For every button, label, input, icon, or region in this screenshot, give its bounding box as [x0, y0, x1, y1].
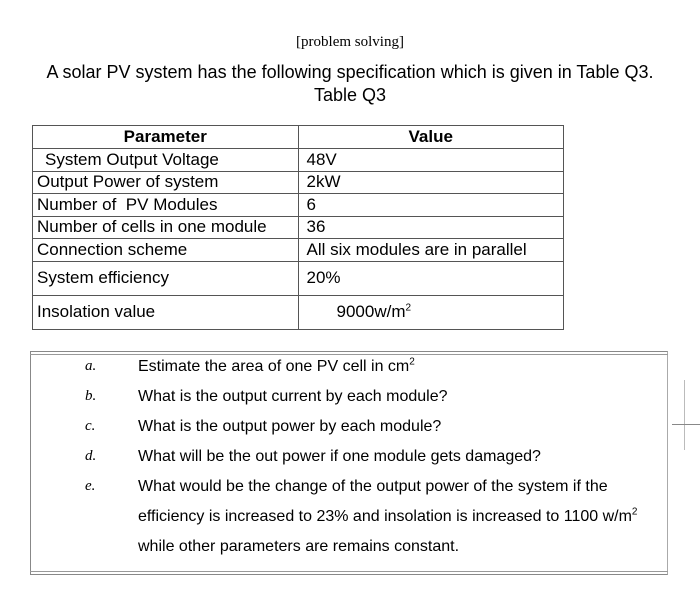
question-label: c.: [85, 418, 96, 434]
question-label: d.: [85, 448, 97, 464]
page-edge-tick: [672, 424, 700, 425]
table-header-row: [33, 126, 564, 149]
question-label: b.: [85, 388, 97, 404]
param-cell: Insolation value: [33, 295, 299, 329]
question-text: What will be the out power if one module gets damaged?: [138, 448, 541, 465]
table-row: [33, 216, 564, 239]
insolation-value: 9000w/m: [336, 302, 406, 321]
value-cell: [298, 295, 564, 329]
page-edge-line: [684, 380, 685, 450]
spec-table: [32, 125, 564, 330]
question-text: What is the output current by each module?: [138, 388, 448, 405]
header-value: Value: [298, 126, 564, 149]
table-row: [33, 149, 564, 172]
value-cell: 2kW: [298, 171, 564, 194]
table-row: [33, 171, 564, 194]
value-cell: 20%: [298, 261, 564, 295]
header-parameter: Parameter: [33, 126, 299, 149]
param-cell: Connection scheme: [33, 239, 299, 262]
param-cell: System efficiency: [33, 261, 299, 295]
value-cell: 48V: [298, 149, 564, 172]
question-text: Estimate the area of one PV cell in $cm^2$: [138, 356, 415, 375]
param-cell: Output Power of system: [33, 171, 299, 194]
value-cell: All six modules are in parallel: [298, 239, 564, 262]
param-cell: Number of PV Modules: [33, 194, 299, 217]
value-cell: 6: [298, 194, 564, 217]
param-cell: Number of cells in one module: [33, 216, 299, 239]
table-caption: Table Q3: [313, 85, 387, 105]
table-row: [33, 295, 564, 329]
question-text: What is the output power by each module?: [138, 418, 442, 435]
table-row: [33, 194, 564, 217]
param-cell: System Output Voltage: [33, 149, 299, 172]
box-bottom-divider: [30, 571, 668, 572]
intro-text: A solar PV system has the following specification which is given in Table Q3.: [46, 62, 654, 82]
question-text: What would be the change of the output power of the system if the efficiency is increased to 23% and insolation is increased to 1100 $w/m^2$ while other parameters are remains constant.: [138, 478, 638, 555]
question-label: e.: [85, 478, 96, 494]
questions-box: [30, 351, 668, 575]
unit-superscript: 2: [405, 302, 412, 314]
value-cell: 36: [298, 216, 564, 239]
table-row: [33, 239, 564, 262]
table-row: [33, 261, 564, 295]
problem-tag: [problem solving]: [296, 34, 404, 50]
question-label: a.: [85, 358, 97, 374]
